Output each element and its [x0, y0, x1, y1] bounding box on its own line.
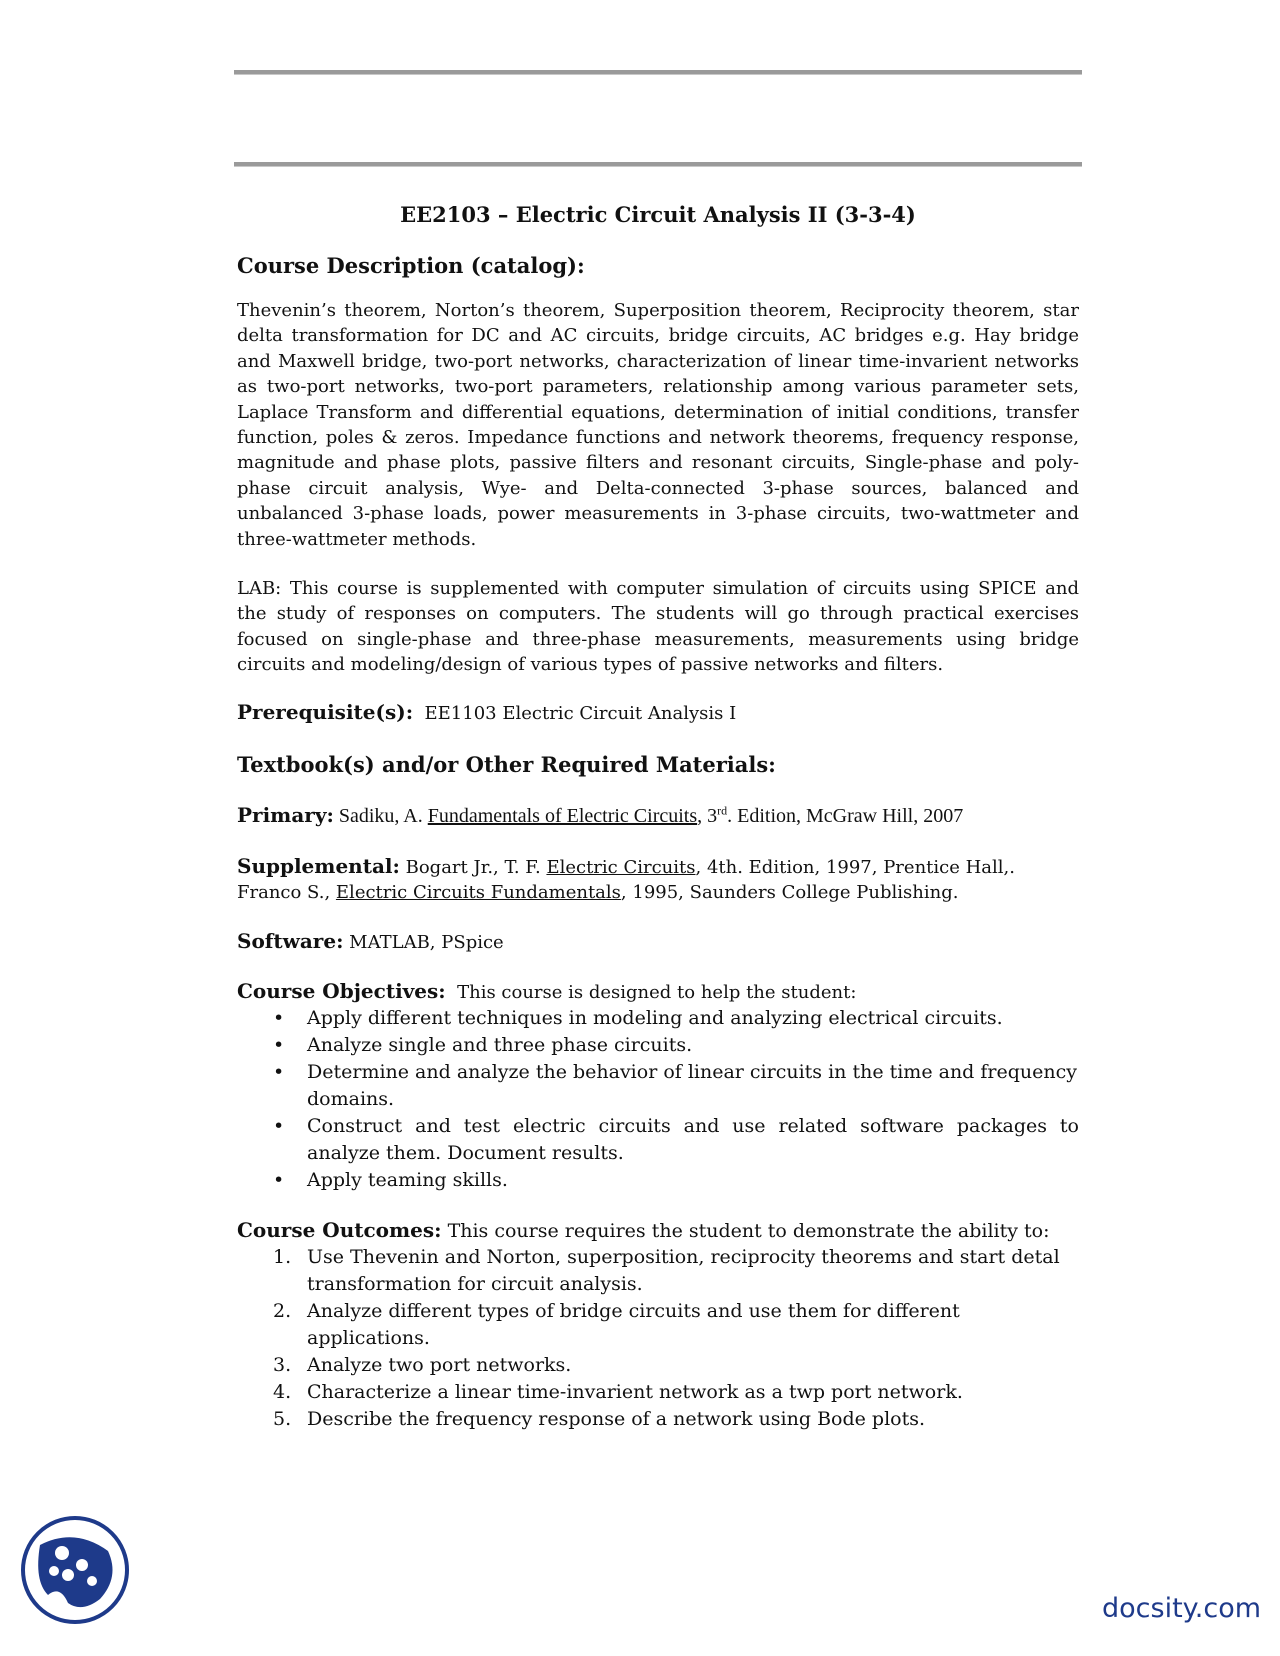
- outcomes-label: Course Outcomes:: [237, 1217, 442, 1242]
- outcome-item: 1. Use Thevenin and Norton, superposition, reciprocity theorems and start detal transformation for circuit analysis.: [273, 1245, 1060, 1295]
- objectives-list: [237, 1005, 1079, 1194]
- bullet-icon: •: [273, 1114, 285, 1137]
- docsity-brand-link[interactable]: docsity.com: [1102, 1593, 1262, 1624]
- lab-text: LAB: This course is supplemented with computer simulation of circuits using SPICE and the study of responses on computers. The students will go through practical exercises focused on single-phase and three-phase measurements, measurements using bridge circuits and modeling/design of various types of passive networks and filters.: [237, 578, 1079, 676]
- supp2-rest: , 1995, Saunders College Publishing.: [620, 881, 959, 903]
- prerequisite-line: [237, 700, 1079, 724]
- primary-textbook: [237, 803, 1079, 828]
- top-rule-1: [234, 70, 1082, 75]
- objectives-line: [237, 979, 1079, 1003]
- docsity-logo-icon[interactable]: [20, 1515, 130, 1625]
- bullet-icon: •: [273, 1168, 285, 1191]
- objective-item: • Apply teaming skills.: [237, 1167, 1079, 1194]
- bullet-icon: •: [273, 1033, 285, 1056]
- primary-label: Primary:: [237, 802, 334, 827]
- outcomes-list: [237, 1244, 1079, 1433]
- objective-item: • Apply different techniques in modeling and analyzing electrical circuits.: [237, 1005, 1079, 1032]
- prerequisite-label: Prerequisite(s):: [237, 699, 414, 724]
- bullet-icon: •: [273, 1006, 285, 1029]
- top-rule-2: [234, 162, 1082, 167]
- textbooks-heading: Textbook(s) and/or Other Required Materials:: [237, 751, 776, 777]
- supp2-author: Franco S.,: [237, 881, 336, 903]
- course-title: EE2103 – Electric Circuit Analysis II (3-3-4): [400, 202, 916, 227]
- supplemental-textbooks: [237, 854, 1079, 905]
- primary-rest: . Edition, McGraw Hill, 2007: [727, 804, 964, 827]
- software-value: MATLAB, PSpice: [343, 931, 504, 953]
- primary-author: Sadiku, A.: [338, 804, 428, 827]
- outcome-item: 4. Characterize a linear time-invarient network as a twp port network.: [273, 1380, 963, 1403]
- software-line: [237, 929, 1079, 953]
- prerequisite-value: EE1103 Electric Circuit Analysis I: [424, 702, 737, 724]
- objective-item: • Analyze single and three phase circuits.: [237, 1032, 1079, 1059]
- bullet-icon: •: [273, 1060, 285, 1083]
- primary-edition: , 3: [697, 804, 718, 827]
- supplemental-label: Supplemental:: [237, 853, 400, 878]
- description-heading: Course Description (catalog):: [237, 253, 585, 278]
- supp1-title: Electric Circuits: [546, 856, 696, 878]
- outcomes-line: [237, 1218, 1079, 1242]
- supp1-rest: , 4th. Edition, 1997, Prentice Hall,.: [695, 856, 1015, 878]
- objective-item: • Determine and analyze the behavior of linear circuits in the time and frequency domains.: [273, 1060, 1077, 1110]
- document-page: [237, 202, 1079, 1433]
- description-text: Thevenin’s theorem, Norton’s theorem, Superposition theorem, Reciprocity theorem, star delta transformation for DC and AC circuits, bridge circuits, AC bridges e.g. Hay bridge and Maxwell bridge, two-port networks, characterization of linear time-invarient networks as two-port networks, two-port parameters, relationship among various parameter sets, Laplace Transform and differential equations, determination of initial conditions, transfer function, poles & zeros. Impedance functions and network theorems, frequency response, magnitude and phase plots, passive filters and resonant circuits, Single-phase and poly-phase circuit analysis, Wye- and Delta-connected 3-phase sources, balanced and unbalanced 3-phase loads, power measurements in 3-phase circuits, two-wattmeter and three-wattmeter methods.: [237, 300, 1079, 550]
- primary-edition-sup: rd: [717, 803, 728, 818]
- objectives-intro: This course is designed to help the student:: [445, 981, 857, 1003]
- supp1-author: Bogart Jr., T. F.: [399, 856, 547, 878]
- objectives-label: Course Objectives:: [237, 978, 446, 1003]
- objective-item: • Construct and test electric circuits and use related software packages to analyze them. Document results.: [273, 1114, 1079, 1164]
- outcome-item: 5. Describe the frequency response of a network using Bode plots.: [273, 1407, 926, 1430]
- primary-title: Fundamentals of Electric Circuits: [427, 804, 698, 827]
- outcomes-intro: This course requires the student to demonstrate the ability to:: [441, 1219, 1050, 1242]
- supp2-title: Electric Circuits Fundamentals: [335, 881, 621, 903]
- outcome-item: 2. Analyze different types of bridge circuits and use them for different applications.: [273, 1299, 960, 1349]
- software-label: Software:: [237, 928, 344, 953]
- outcome-item: 3. Analyze two port networks.: [273, 1353, 572, 1376]
